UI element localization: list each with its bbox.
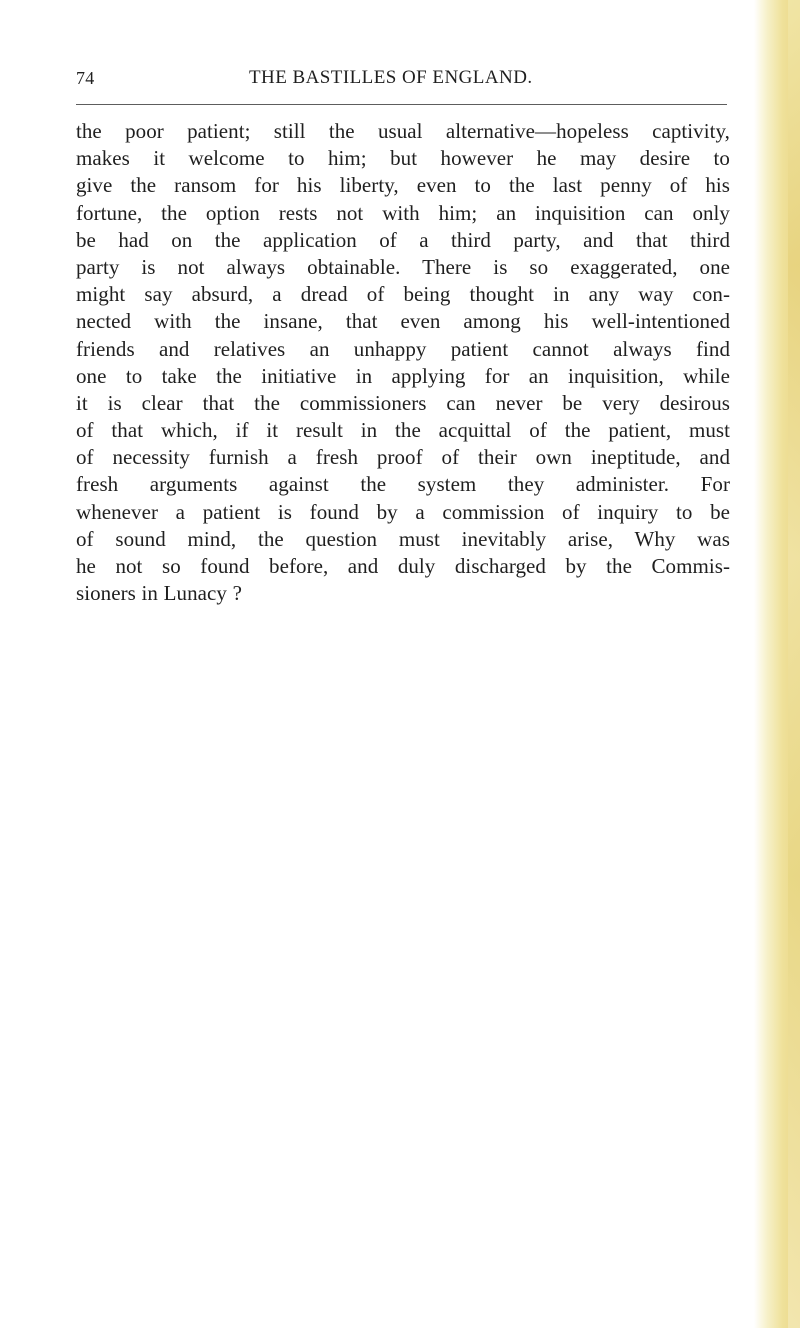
body-line: nected with the insane, that even among his well-intentioned	[76, 309, 730, 334]
body-line: be had on the application of a third party, and that third	[76, 227, 730, 252]
body-line: might say absurd, a dread of being thought in any way con-	[76, 282, 730, 307]
body-line: give the ransom for his liberty, even to the last penny of his	[76, 173, 730, 198]
body-line: fortune, the option rests not with him; an inquisition can only	[76, 200, 730, 225]
page-number: 74	[76, 68, 95, 88]
running-head: THE BASTILLES OF ENGLAND.	[249, 67, 533, 88]
body-line: of that which, if it result in the acquittal of the patient, must	[76, 418, 730, 443]
header-rule	[76, 104, 727, 105]
body-line: the poor patient; still the usual alternative—hopeless captivity,	[76, 119, 730, 143]
body-line: it is clear that the commissioners can never be very desirous	[76, 390, 730, 415]
body-line: fresh arguments against the system they administer. For	[76, 472, 730, 497]
body-line: of necessity furnish a fresh proof of their own ineptitude, and	[76, 445, 730, 470]
body-line: party is not always obtainable. There is so exaggerated, one	[76, 254, 730, 279]
body-line-final: sioners in Lunacy ?	[76, 581, 243, 606]
body-line: makes it welcome to him; but however he may desire to	[76, 146, 730, 171]
body-line: friends and relatives an unhappy patient cannot always find	[76, 336, 730, 361]
body-line: whenever a patient is found by a commission of inquiry to be	[76, 499, 730, 524]
body-line: one to take the initiative in applying for an inquisition, while	[76, 363, 730, 388]
page-header	[76, 64, 726, 92]
page-edge-shadow	[788, 0, 800, 1328]
body-text	[76, 118, 730, 607]
body-line: he not so found before, and duly discharged by the Commis-	[76, 554, 730, 578]
body-line: of sound mind, the question must inevitably arise, Why was	[76, 526, 730, 551]
